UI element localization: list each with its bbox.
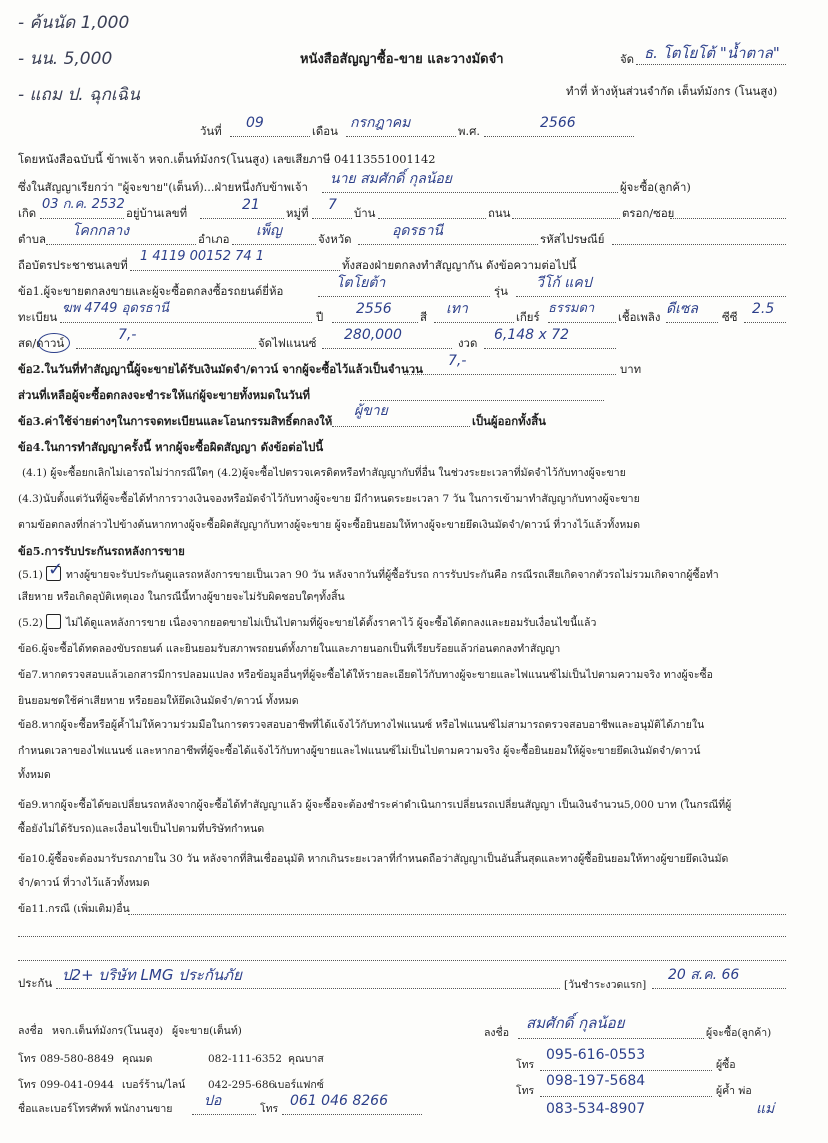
clause4-head: ข้อ4.ในการทำสัญญาครั้งนี้ หากผู้จะซื้อผิดสัญญา ดังข้อต่อไปนี้: [18, 440, 324, 454]
soi-label: ตรอก/ซอย: [622, 206, 675, 220]
road-label: ถนน: [488, 206, 511, 220]
clause7-a: ข้อ7.หากตรวจสอบแล้วเอกสารมีการปลอมแปลง หรือข้อมูลอื่นๆที่ผู้จะซื้อได้ให้รายละเอียดไว้กับทางผู้จะขายและไฟแนนซ์ไม่เป็นไปตามความจริง ทางผู้จะซื้อ: [18, 669, 713, 681]
c3-phone-label: โทร: [18, 1079, 37, 1091]
bp1-label: โทร: [516, 1059, 535, 1071]
opt51-text-b: เสียหาย หรือเกิดอุบัติเหตุเอง ในกรณีนี้ทางผู้ขายจะไม่รับผิดชอบใดๆทั้งสิ้น: [18, 591, 345, 603]
clause7-b: ยินยอมชดใช้ค่าเสียหาย หรือยอมให้ยึดเงินมัดจำ/ดาวน์ ทั้งหมด: [18, 695, 299, 707]
c4-name: เบอร์แฟกซ์: [274, 1079, 324, 1091]
zip-line: [612, 244, 786, 245]
clause11-line-3: [18, 960, 786, 961]
down-line: [76, 348, 256, 349]
id-label: ถือบัตรประชาชนเลขที่: [18, 258, 128, 272]
brand-value: โตโยต้า: [336, 275, 386, 291]
c1-name: คุณมด: [122, 1053, 153, 1065]
staff-phone-line: [282, 1114, 422, 1115]
opt52-text: ไม่ได้ดูแลหลังการขาย เนื่องจากยอดขายไม่เป็นไปตามที่ผู้จะขายได้ตั้งราคาไว้ ผู้จะซื้อได้ตกลงและยอมรับเงื่อนไขนี้แล้ว: [66, 617, 597, 629]
install-value: 6,148 x 72: [494, 327, 570, 343]
year-value: 2566: [540, 115, 576, 131]
zip-label: รหัสไปรษณีย์: [540, 232, 605, 246]
document-title: หนังสือสัญญาซื้อ-ขาย และวางมัดจำ: [300, 52, 504, 67]
clause4-l1: (4.1) ผู้จะซื้อยกเลิกไม่เอารถไม่ว่ากรณีใดๆ (4.2)ผู้จะซื้อไปตรวจเครดิตหรือทำสัญญากับที่อื่น ในช่วงระยะเวลาที่มัดจำไว้กับทางผู้จะขาย: [22, 467, 626, 479]
tambon-value: โคกกลาง: [72, 223, 130, 239]
rest-date-line: [360, 400, 604, 401]
note-weight: - นน. 5,000: [18, 49, 113, 69]
opt51-label: (5.1): [18, 569, 43, 581]
opt51-text-a: ทางผู้ขายจะรับประกันดูแลรถหลังการขายเป็นเวลา 90 วัน หลังจากวันที่ผู้ซื้อรับรถ การรับประกันคือ กรณีรถเสียเกิดจากตัวรถไม่รวมเกิดจากผู้ซื้อทำ: [66, 569, 719, 581]
install-label: งวด: [458, 336, 478, 350]
clause11-line-1: [128, 914, 786, 915]
staff-label: ชื่อและเบอร์โทรศัพท์ พนักงานขาย: [18, 1103, 173, 1115]
c3-phone: 099-041-0944: [40, 1079, 114, 1091]
insurance-value: ป2+ บริษัท LMG ประกันภัย: [62, 966, 242, 984]
ref-label: จัด: [620, 52, 635, 66]
clause10-b: จำ/ดาวน์ ที่วางไว้แล้วทั้งหมด: [18, 877, 150, 889]
clause3-party: ผู้ขาย: [354, 403, 388, 419]
gear-value: ธรรมดา: [548, 301, 595, 316]
bp1-line: [540, 1070, 712, 1071]
born-value: 03 ก.ค. 2532: [42, 197, 125, 212]
car-year-line: [332, 322, 418, 323]
staff-name-line: [192, 1114, 256, 1115]
ref-line: [636, 64, 786, 65]
amphoe-label: อำเภอ: [198, 232, 230, 246]
bp2-label: โทร: [516, 1085, 535, 1097]
village-label: บ้าน: [354, 206, 376, 220]
bp2-role: ผู้ค้ำ พ่อ: [716, 1085, 752, 1097]
clause3-line: [332, 426, 470, 427]
clause11: ข้อ11.กรณี (เพิ่มเติม)อื่น: [18, 903, 130, 915]
deposit-line: [404, 374, 616, 375]
cc-label: ซีซี: [722, 310, 738, 324]
reg-line: [60, 322, 312, 323]
clause9-a: ข้อ9.หากผู้จะซื้อได้ขอเปลี่ยนรถหลังจากผู้จะซื้อได้ทำสัญญาแล้ว ผู้จะซื้อจะต้องชำระค่าดำเนินการเปลี่ยนรถเปลี่ยนสัญญา เป็นเงินจำนวน5,000 บาท (ในกรณีที่ผู้: [18, 799, 732, 811]
reg-label: ทะเบียน: [18, 310, 58, 324]
note-bonus: - แถม ป. ฉุกเฉิน: [18, 85, 140, 105]
first-pay-value: 20 ส.ค. 66: [668, 967, 740, 983]
buyer-name-line: [322, 192, 618, 193]
down-value: 7,-: [118, 327, 137, 343]
seller-role: ผู้จะขาย(เต็นท์): [172, 1025, 242, 1037]
gear-line: [548, 322, 616, 323]
clause5-head: ข้อ5.การรับประกันรถหลังการขาย: [18, 544, 185, 558]
year-label: พ.ศ.: [458, 124, 480, 138]
born-label: เกิด: [18, 206, 37, 220]
cc-line: [744, 322, 786, 323]
c2-name: คุณบาส: [288, 1053, 324, 1065]
deposit-unit: บาท: [620, 362, 642, 376]
staff-phone-label: โทร: [260, 1103, 279, 1115]
finance-value: 280,000: [344, 327, 402, 343]
c2-phone: 082-111-6352: [208, 1053, 282, 1065]
month-line: [346, 136, 456, 137]
brand-line: [318, 296, 490, 297]
gear-label: เกียร์: [516, 310, 540, 324]
clause6: ข้อ6.ผู้จะซื้อได้ทดลองขับรถยนต์ และยินยอมรับสภาพรถยนต์ทั้งภายในและภายนอกเป็นที่เรียบร้อยแล้วก่อนตกลงทำสัญญา: [18, 643, 561, 655]
clause1-text: ข้อ1.ผู้จะขายตกลงขายและผู้จะซื้อตกลงซื้อรถยนต์ยี่ห้อ: [18, 284, 284, 298]
buyer-sign-prefix: ลงชื่อ: [484, 1027, 509, 1039]
staff-name: ปอ: [204, 1093, 222, 1109]
c1-phone-label: โทร: [18, 1053, 37, 1065]
staff-phone: 061 046 8266: [290, 1093, 388, 1109]
fuel-line: [666, 322, 718, 323]
clause4-l3: ตามข้อตกลงที่กล่าวไปข้างต้นหากทางผู้จะซื้อผิดสัญญากับทางผู้จะขาย ผู้จะซื้อยินยอมให้ทางผู้จะขายยึดเงินมัดจำ/ดาวน์ ที่วางไว้แล้วทั้งหมด: [18, 519, 641, 531]
opt52-label: (5.2): [18, 617, 43, 629]
finance-label: จัดไฟแนนซ์: [258, 336, 317, 350]
bp3-role: แม่: [756, 1101, 775, 1117]
insurance-line: [56, 988, 560, 989]
clause8-c: ทั้งหมด: [18, 769, 51, 781]
color-line: [434, 322, 514, 323]
month-label: เดือน: [312, 124, 338, 138]
buyer-sign-line: [518, 1038, 704, 1039]
note-deposit: - ค้นนัด 1,000: [18, 13, 130, 33]
insurance-label: ประกัน: [18, 976, 53, 990]
month-value: กรกฎาคม: [350, 115, 411, 131]
soi-line: [670, 218, 786, 219]
bp1-phone: 095-616-0553: [546, 1047, 646, 1063]
down-circle-mark: [38, 333, 70, 353]
village-line: [378, 218, 486, 219]
day-value: 09: [246, 115, 264, 131]
province-line: [358, 244, 538, 245]
id-line: [130, 270, 340, 271]
intro-line: โดยหนังสือฉบับนี้ ข้าพเจ้า หจก.เต็นท์มังกร(โนนสูง) เลขเสียภาษี 04113551001142: [18, 152, 436, 166]
clause10-a: ข้อ10.ผู้ซื้อจะต้องมารับรถภายใน 30 วัน หลังจากที่สินเชื่ออนุมัติ หากเกินระยะเวลาที่กำหนดถือว่าสัญญาเป็นอันสิ้นสุดและทางผู้ซื้อยินยอมให้ทางผู้ขายยึดเงินมัด: [18, 853, 729, 865]
province-value: อุดรธานี: [392, 223, 443, 239]
born-line: [40, 218, 124, 219]
fuel-value: ดีเซล: [666, 301, 698, 317]
ref-value: ธ. โตโยโต้ "น้ำตาล": [644, 44, 780, 62]
clause2-text: ข้อ2.ในวันที่ทำสัญญานี้ผู้จะขายได้รับเงินมัดจำ/ดาวน์ จากผู้จะซื้อไว้แล้วเป็นจำนวน: [18, 362, 423, 376]
check-icon: ✓: [48, 559, 64, 580]
clause3-text: ข้อ3.ค่าใช้จ่ายต่างๆในการจดทะเบียนและโอนกรรมสิทธิ์ตกลงให้: [18, 414, 333, 428]
day-line: [230, 136, 310, 137]
first-pay-label: [วันชำระงวดแรก]: [564, 979, 647, 991]
place-text: ทำที่ ห้างหุ้นส่วนจำกัด เต็นท์มังกร (โนนสูง): [566, 84, 778, 98]
amphoe-line: [232, 244, 316, 245]
moo-line: [312, 218, 352, 219]
year-line: [484, 136, 634, 137]
bp2-phone: 098-197-5684: [546, 1073, 646, 1089]
bp2-line: [540, 1096, 712, 1097]
buyer-signature: สมศักดิ์ กุลน้อย: [526, 1014, 625, 1032]
tambon-label: ตำบล: [18, 232, 47, 246]
moo-value: 7: [328, 197, 337, 213]
moo-label: หมู่ที่: [286, 206, 309, 220]
down-label: สด/ดาวน์: [18, 336, 65, 350]
province-label: จังหวัด: [318, 232, 352, 246]
seller-sign-prefix: ลงชื่อ: [18, 1025, 43, 1037]
clause11-line-2: [18, 936, 786, 937]
clause8-a: ข้อ8.หากผู้จะซื้อหรือผู้ค้ำไม่ให้ความร่วมมือในการตรวจสอบอาชีพที่ได้แจ้งไว้กับทางไฟแนนซ์ หรือไฟแนนซ์ไม่สามารถตรวจสอบอาชีพและอนุมัติได้ภายใน: [18, 719, 705, 731]
opt52-checkbox[interactable]: [46, 614, 61, 629]
tambon-line: [46, 244, 196, 245]
clause8-b: กำหนดเวลาของไฟแนนซ์ และหากอาชีพที่ผู้จะซื้อได้แจ้งไว้กับทางผู้ขายและไฟแนนซ์ไม่เป็นไปตามความจริง ผู้จะซื้อยินยอมให้ผู้จะขายยึดเงินมัดจำ/ดาวน์: [18, 745, 701, 757]
buyer-role: ผู้จะซื้อ(ลูกค้า): [706, 1027, 772, 1039]
finance-line: [322, 348, 452, 349]
cc-value: 2.5: [752, 301, 775, 317]
car-year-value: 2556: [356, 301, 392, 317]
reg-value: ฆพ 4749 อุดรธานี: [62, 301, 169, 316]
clause4-l2: (4.3)นับตั้งแต่วันที่ผู้จะซื้อได้ทำการวางเงินจองหรือมัดจำไว้กับทางผู้จะขาย มีกำหนดระยะเวลา 7 วัน ในการเข้ามาทำสัญญากับทางผู้จะขาย: [18, 493, 640, 505]
clause3-suffix: เป็นผู้ออกทั้งสิ้น: [472, 414, 546, 428]
intro-party: ซึ่งในสัญญาเรียกว่า "ผู้จะขาย"(เต็นท์)...ฝ่ายหนึ่งกับข้าพเจ้า: [18, 180, 308, 194]
road-line: [512, 218, 620, 219]
id-value: 1 4119 00152 74 1: [140, 249, 265, 264]
c1-phone: 089-580-8849: [40, 1053, 114, 1065]
model-label: รุ่น: [494, 284, 508, 298]
model-value: วีโก้ แคป: [536, 275, 592, 291]
install-line: [484, 348, 616, 349]
c3-name: เบอร์ร้าน/ไลน์: [122, 1079, 186, 1091]
bp1-role: ผู้ซื้อ: [716, 1059, 736, 1071]
bp3-phone: 083-534-8907: [546, 1101, 646, 1117]
house-value: 21: [242, 197, 260, 213]
car-year-label: ปี: [316, 310, 324, 324]
house-line: [200, 218, 284, 219]
clause2-rest: ส่วนที่เหลือผู้จะซื้อตกลงจะชำระให้แก่ผู้จะขายทั้งหมดในวันที่: [18, 388, 311, 402]
clause9-b: ซื้อยังไม่ได้รับรถ)และเงื่อนไขเป็นไปตามที่บริษัทกำหนด: [18, 823, 265, 835]
amphoe-value: เพ็ญ: [256, 223, 282, 239]
color-value: เทา: [446, 301, 468, 317]
buyer-label: ผู้จะซื้อ(ลูกค้า): [620, 180, 691, 194]
id-suffix: ทั้งสองฝ่ายตกลงทำสัญญากัน ดังข้อความต่อไปนี้: [342, 258, 577, 272]
color-label: สี: [420, 310, 427, 324]
deposit-value: 7,-: [448, 353, 467, 369]
fuel-label: เชื้อเพลิง: [618, 310, 661, 324]
buyer-name: นาย สมศักดิ์ กุลน้อย: [330, 171, 453, 187]
seller-name: หจก.เต็นท์มังกร(โนนสูง): [52, 1025, 164, 1037]
day-label: วันที่: [200, 124, 222, 138]
c4-phone: 042-295-686: [208, 1079, 276, 1091]
model-line: [516, 296, 786, 297]
first-pay-line: [652, 988, 786, 989]
house-label: อยู่บ้านเลขที่: [126, 206, 188, 220]
